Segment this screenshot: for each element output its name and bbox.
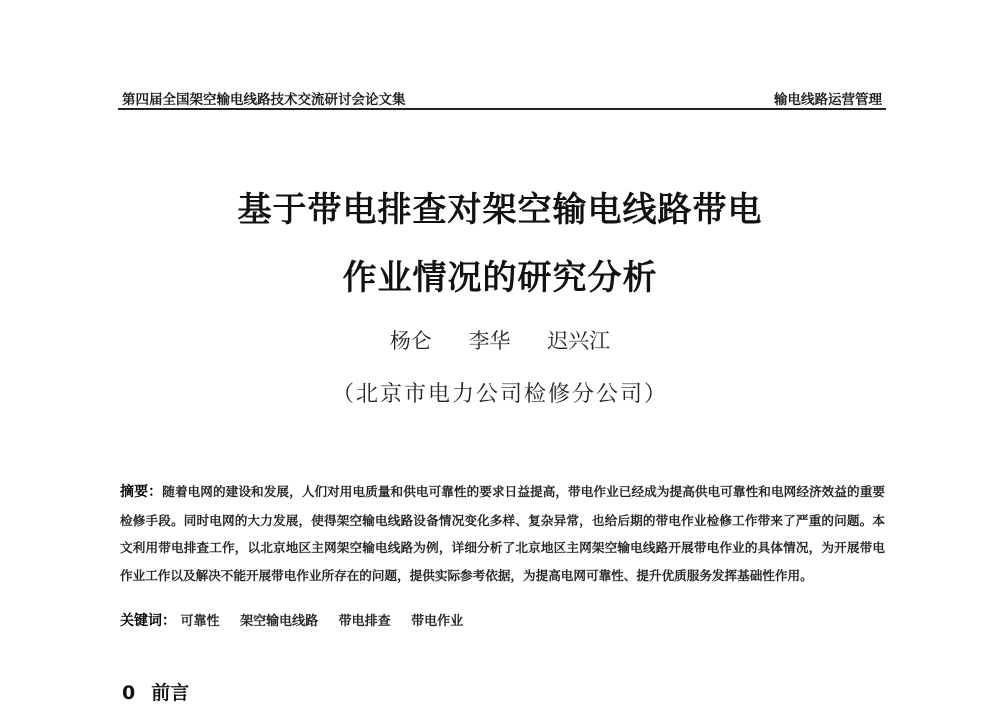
abstract-label: 摘要： — [120, 484, 163, 500]
author-name: 杨仑 — [389, 329, 432, 353]
running-header — [122, 88, 882, 108]
paper-title-line-2: 作业情况的研究分析 — [342, 258, 658, 298]
paper-title-line-1: 基于带电排查对架空输电线路带电 — [237, 190, 763, 230]
abstract — [120, 478, 885, 589]
header-section-name: 输电线路运营管理 — [774, 92, 882, 108]
header-rule — [118, 108, 886, 110]
abstract-text: 随着电网的建设和发展，人们对用电质量和供电可靠性的要求日益提高，带电作业已经成为提高供电可靠性和电网经济效益的重要检修手段。同时电网的大力发展，使得架空输电线路设备情况变化多样、复杂异常，也给后期的带电作业检修工作带来了严重的问题。本文利用带电排查工作，以北京地区主网架空输电线路为例，详细分析了北京地区主网架空输电线路开展带电作业的具体情况，为开展带电作业工作以及解决不能开展带电作业所存在的问题，提供实际参考依据，为提高电网可靠性、提升优质服务发挥基础性作用。 — [120, 484, 886, 583]
author-affiliation: （北京市电力公司检修分公司） — [331, 382, 668, 407]
keyword: 带电作业 — [411, 614, 464, 629]
keyword: 架空输电线路 — [240, 614, 319, 629]
author-name: 李华 — [468, 329, 511, 353]
section-title: 前言 — [151, 682, 190, 704]
header-proceedings-title: 第四届全国架空输电线路技术交流研讨会论文集 — [122, 92, 406, 108]
keyword: 带电排查 — [338, 614, 391, 629]
author-name: 迟兴江 — [547, 329, 611, 353]
keywords — [120, 610, 885, 630]
author-list — [0, 325, 1000, 355]
keyword: 可靠性 — [180, 614, 220, 629]
section-heading — [122, 678, 189, 705]
section-number: 0 — [122, 682, 136, 704]
keywords-label: 关键词： — [120, 613, 176, 629]
